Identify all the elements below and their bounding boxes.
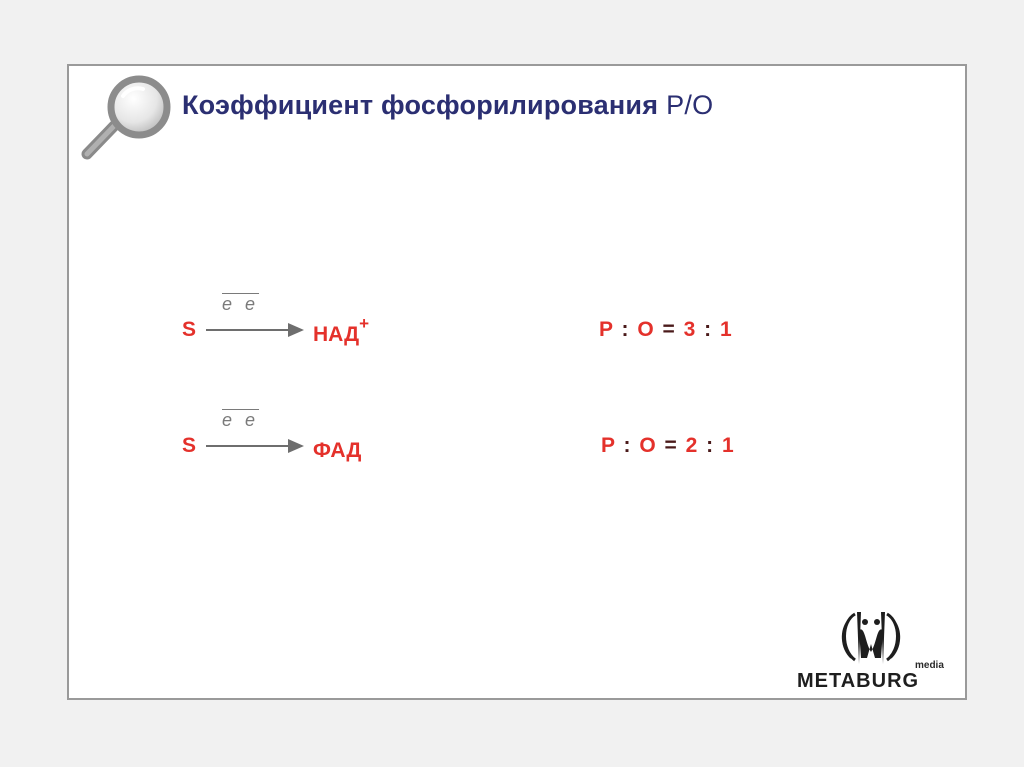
magnifying-glass-icon — [77, 74, 177, 168]
reaction-nad — [182, 292, 442, 352]
metaburg-logo — [797, 608, 957, 696]
substrate-label: S — [182, 434, 197, 457]
metaburg-emblem-icon — [835, 608, 907, 670]
product-label: ФАД — [313, 439, 362, 462]
electron-pair-label: e e — [222, 294, 260, 314]
reaction-fad — [182, 408, 442, 468]
logo-media-label: media — [915, 660, 944, 671]
reaction-arrow-icon — [206, 320, 304, 340]
logo-brand-label: METABURG — [797, 670, 920, 692]
slide — [67, 64, 967, 700]
page-title — [182, 90, 713, 121]
substrate-label: S — [182, 318, 197, 341]
product-superscript: + — [359, 314, 370, 333]
product-label: НАД+ — [313, 314, 370, 346]
reaction-arrow-icon — [206, 436, 304, 456]
po-ratio-formula: P : O = 2 : 1 — [601, 434, 734, 457]
title-ratio: P/O — [666, 90, 714, 120]
title-text: Коэффициент фосфорилирования — [182, 90, 659, 120]
electron-pair-label: e e — [222, 410, 260, 430]
po-ratio-formula: P : O = 3 : 1 — [599, 318, 732, 341]
